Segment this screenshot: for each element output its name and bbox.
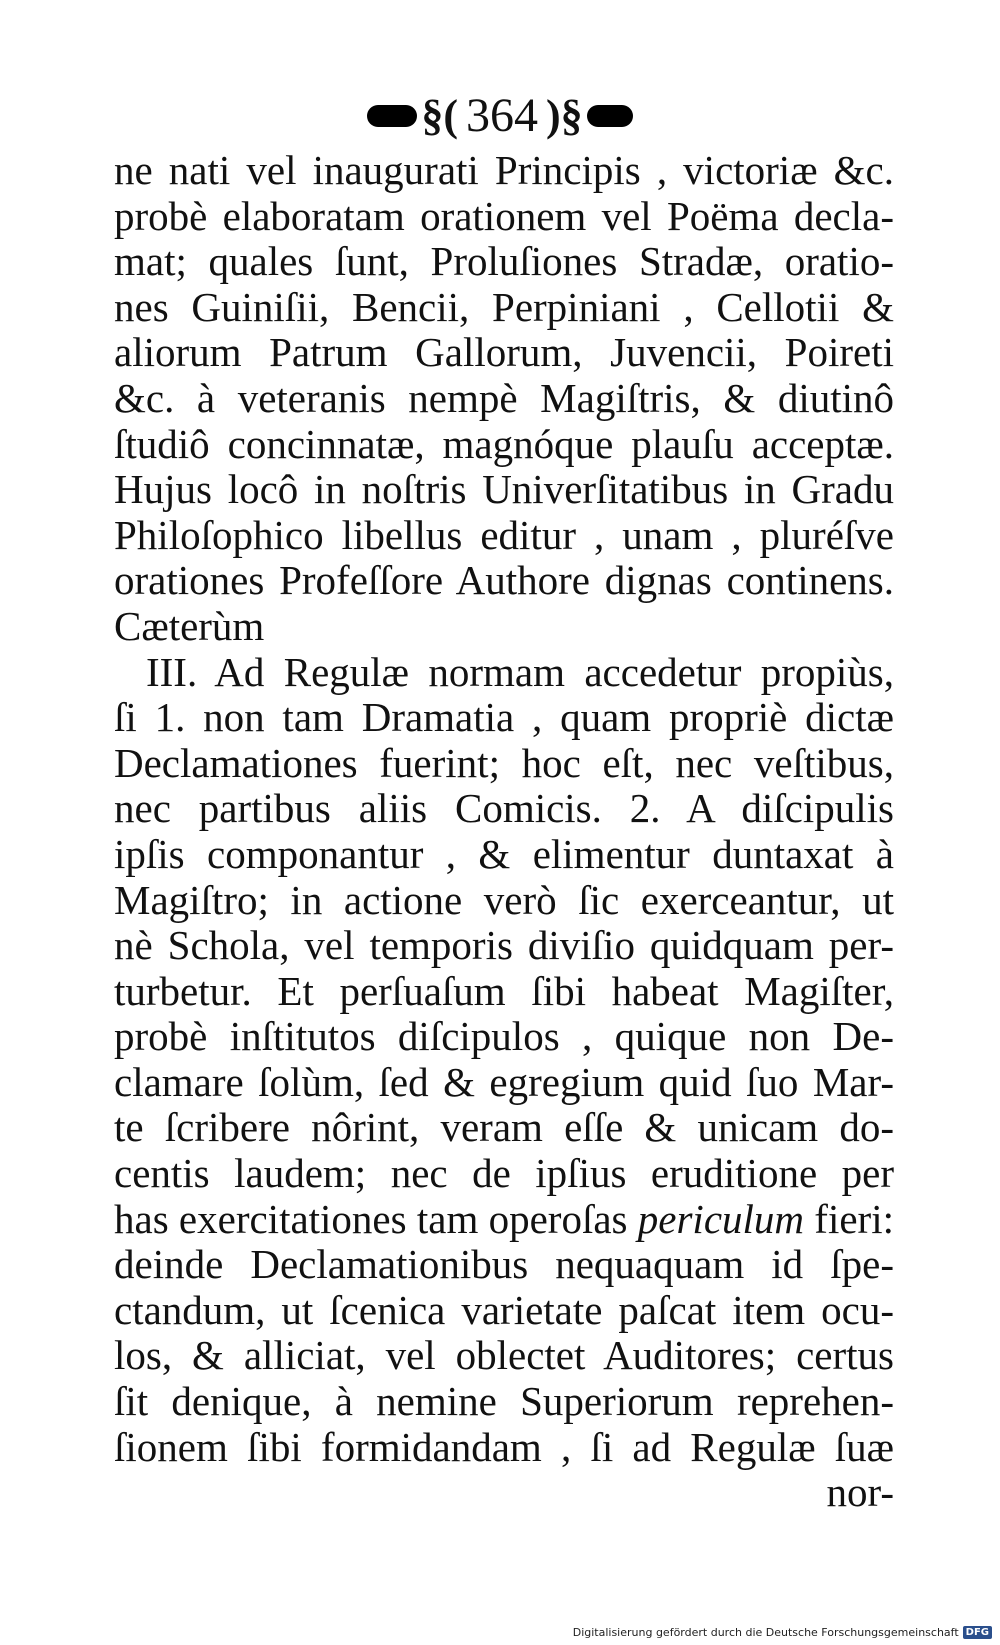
line-text: nec partibus aliis Comicis. 2. A diſcipulis (114, 785, 894, 832)
line-text: ſit denique, à nemine Superiorum reprehen- (114, 1378, 894, 1425)
page-header (0, 86, 1000, 146)
text-line (114, 1470, 894, 1516)
text-line (114, 513, 894, 559)
line-text: clamare ſolùm, ſed & egregium quid ſuo Mar- (114, 1058, 894, 1105)
line-text: nè Schola, vel temporis diviſio quidquam per- (114, 922, 894, 969)
line-text: probè elaboratam orationem vel Poëma decla- (114, 192, 894, 239)
text-line (114, 1425, 894, 1471)
line-text: Cæterùm (114, 602, 265, 649)
line-text: mat; quales ſunt, Proluſiones Stradæ, oratio- (114, 238, 894, 285)
line-text: Declamationes fuerint; hoc eſt, nec veſtibus, (114, 739, 894, 786)
line-text: III. Ad Regulæ normam accedetur propiùs, (146, 648, 894, 695)
text-line (114, 604, 894, 650)
text-line (114, 1197, 894, 1243)
line-text: ſionem ſibi formidandam , ſi ad Regulæ ſuæ (114, 1423, 894, 1470)
text-line (114, 1379, 894, 1425)
text-line (114, 1288, 894, 1334)
ornament-right-icon (587, 105, 633, 127)
header-right-glyph: )§ (546, 91, 583, 140)
line-text: ipſis componantur , & elimentur duntaxat à (114, 830, 894, 877)
line-text: aliorum Patrum Gallorum, Juvencii, Poireti (114, 329, 894, 376)
text-line (114, 239, 894, 285)
text-line (114, 376, 894, 422)
text-line (114, 467, 894, 513)
line-text: ſtudiô concinnatæ, magnóque plauſu acceptæ. (114, 420, 894, 467)
text-line (114, 1333, 894, 1379)
line-text: nes Guiniſii, Bencii, Perpiniani , Cellotii & (114, 283, 894, 330)
text-line (114, 923, 894, 969)
line-text: te ſcribere nôrint, veram eſſe & unicam do- (114, 1104, 894, 1151)
line-text: centis laudem; nec de ipſius eruditione per (114, 1150, 894, 1197)
line-text: has exercitationes tam operoſas (114, 1195, 638, 1242)
line-text: Hujus locô in noſtris Univerſitatibus in Gradu (114, 466, 894, 513)
text-line (114, 1242, 894, 1288)
line-text: probè inſtitutos diſcipulos , quique non De- (114, 1013, 894, 1060)
digitization-footer (573, 1626, 992, 1639)
text-line (114, 786, 894, 832)
line-text: ctandum, ut ſcenica varietate paſcat item ocu- (114, 1286, 894, 1333)
text-line (114, 1060, 894, 1106)
text-line (114, 832, 894, 878)
text-line (114, 422, 894, 468)
text-line (114, 148, 894, 194)
line-text: Philoſophico libellus editur , unam , pluréſve (114, 511, 894, 558)
ornament-left-icon (367, 105, 417, 127)
line-text: deinde Declamationibus nequaquam id ſpe- (114, 1241, 894, 1288)
line-text: &c. à veteranis nempè Magiſtris, & diutinô (114, 374, 894, 421)
text-line (114, 1105, 894, 1151)
header-left-glyph: §( (421, 91, 458, 140)
line-text: Magiſtro; in actione verò ſic exerceantur, ut (114, 876, 894, 923)
text-line (114, 969, 894, 1015)
text-line (114, 741, 894, 787)
text-line (114, 330, 894, 376)
line-text: orationes Profeſſore Authore dignas continens. (114, 557, 894, 604)
text-line (114, 650, 894, 696)
text-line (114, 878, 894, 924)
line-text: ne nati vel inaugurati Principis , victoriæ &c. (114, 147, 894, 193)
dfg-logo: DFG (963, 1626, 992, 1639)
text-line (114, 194, 894, 240)
body-text (114, 148, 894, 1516)
line-text: turbetur. Et perſuaſum ſibi habeat Magiſter, (114, 967, 894, 1014)
text-line (114, 695, 894, 741)
line-text: los, & alliciat, vel oblectet Auditores; certus (114, 1332, 894, 1379)
text-line (114, 285, 894, 331)
line-text: nor- (826, 1469, 894, 1516)
line-italic-text: periculum (637, 1195, 805, 1242)
line-text-tail: fieri: (804, 1195, 894, 1242)
text-line (114, 558, 894, 604)
line-text: ſi 1. non tam Dramatia , quam propriè dictæ (114, 694, 894, 741)
page-number: 364 (466, 89, 538, 142)
footer-credit: Digitalisierung gefördert durch die Deutsche Forschungsgemeinschaft (572, 1626, 959, 1639)
text-line (114, 1014, 894, 1060)
text-line (114, 1151, 894, 1197)
